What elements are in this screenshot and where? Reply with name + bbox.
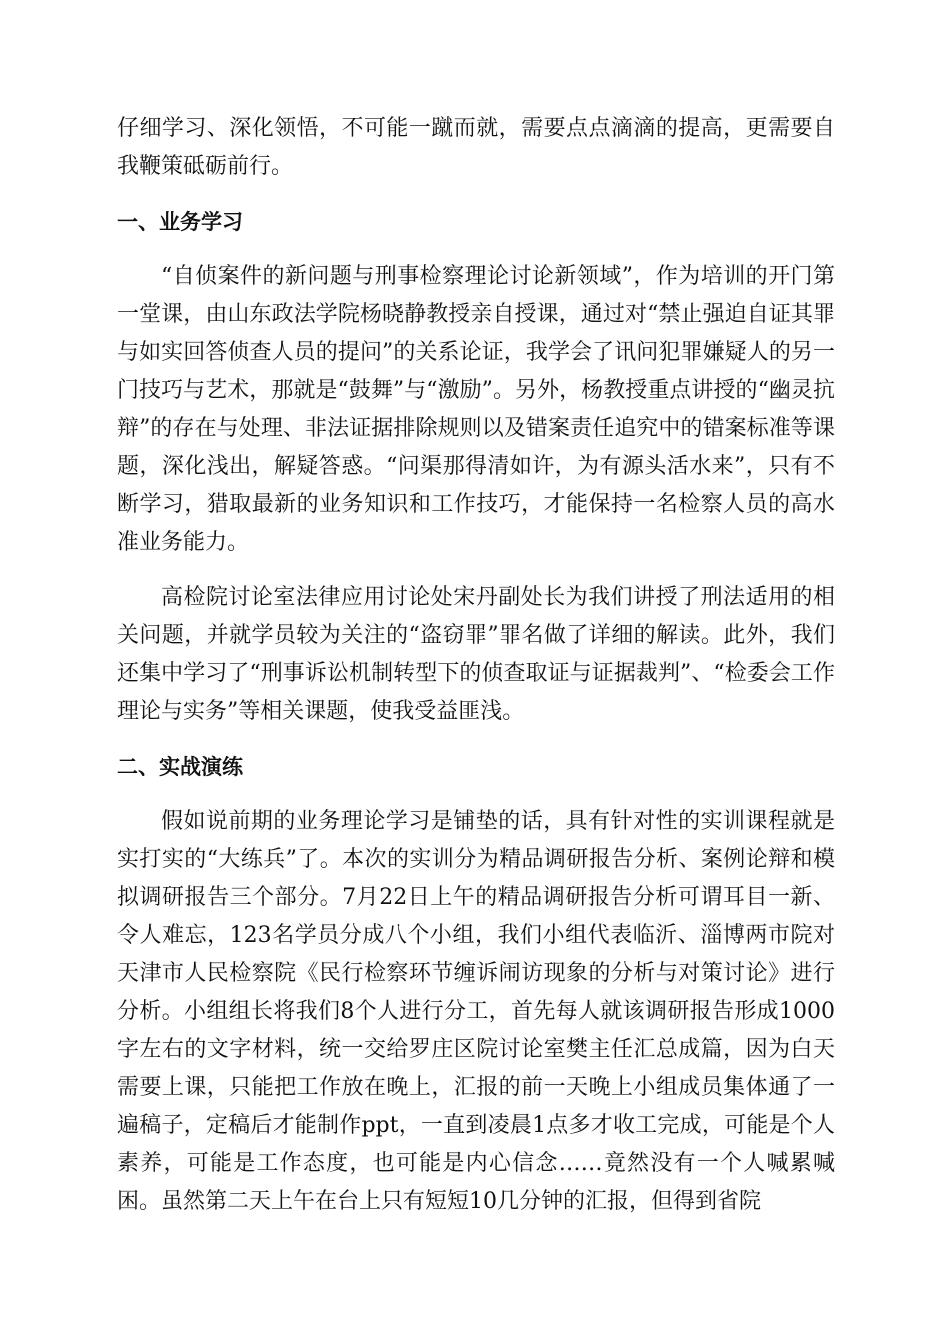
paragraph-business-study-2: 高检院讨论室法律应用讨论处宋丹副处长为我们讲授了刑法适用的相关问题，并就学员较为关注的“盗窃罪”罪名做了详细的解读。此外，我们还集中学习了“刑事诉讼机制转型下的侦查取证与证据裁判”、“检委会工作理论与实务”等相关课题，使我受益匪浅。 [117,585,835,724]
paragraph-business-study-1: “自侦案件的新问题与刑事检察理论讨论新领域”，作为培训的开门第一堂课，由山东政法学院杨晓静教授亲自授课，通过对“禁止强迫自证其罪与如实回答侦查人员的提问”的关系论证，我学会了讯问犯罪嫌疑人的另一门技巧与艺术，那就是“鼓舞”与“激励”。另外，杨教授重点讲授的“幽灵抗辩”的存在与处理、非法证据排除规则以及错案责任追究中的错案标准等课题，深化浅出，解疑答惑。“问渠那得清如许，为有源头活水来”，只有不断学习，猎取最新的业务知识和工作技巧，才能保持一名检察人员的高水准业务能力。 [117,264,835,555]
section-heading-practical-drill: 二、实战演练 [117,755,243,779]
document-page [117,110,835,1238]
section-heading-business-study: 一、业务学习 [117,210,243,234]
intro-paragraph: 仔细学习、深化领悟，不可能一蹴而就，需要点点滴滴的提高，更需要自我鞭策砥砺前行。 [117,116,835,179]
paragraph-practical-drill-1: 假如说前期的业务理论学习是铺垫的话，具有针对性的实训课程就是实打实的“大练兵”了。本次的实训分为精品调研报告分析、案例论辩和模拟调研报告三个部分。7月22日上午的精品调研报告分析可谓耳目一新、令人难忘，123名学员分成八个小组，我们小组代表临沂、淄博两市院对天津市人民检察院《民行检察环节缠诉闹访现象的分析与对策讨论》进行分析。小组组长将我们8个人进行分工，首先每人就该调研报告形成1000字左右的文字材料，统一交给罗庄区院讨论室樊主任汇总成篇，因为白天需要上课，只能把工作放在晚上，汇报的前一天晚上小组成员集体通了一遍稿子，定稿后才能制作ppt，一直到凌晨1点多才收工完成，可能是个人素养，可能是工作态度，也可能是内心信念……竟然没有一个人喊累喊困。虽然第二天上午在台上只有短短10几分钟的汇报，但得到省院 [117,809,835,1214]
